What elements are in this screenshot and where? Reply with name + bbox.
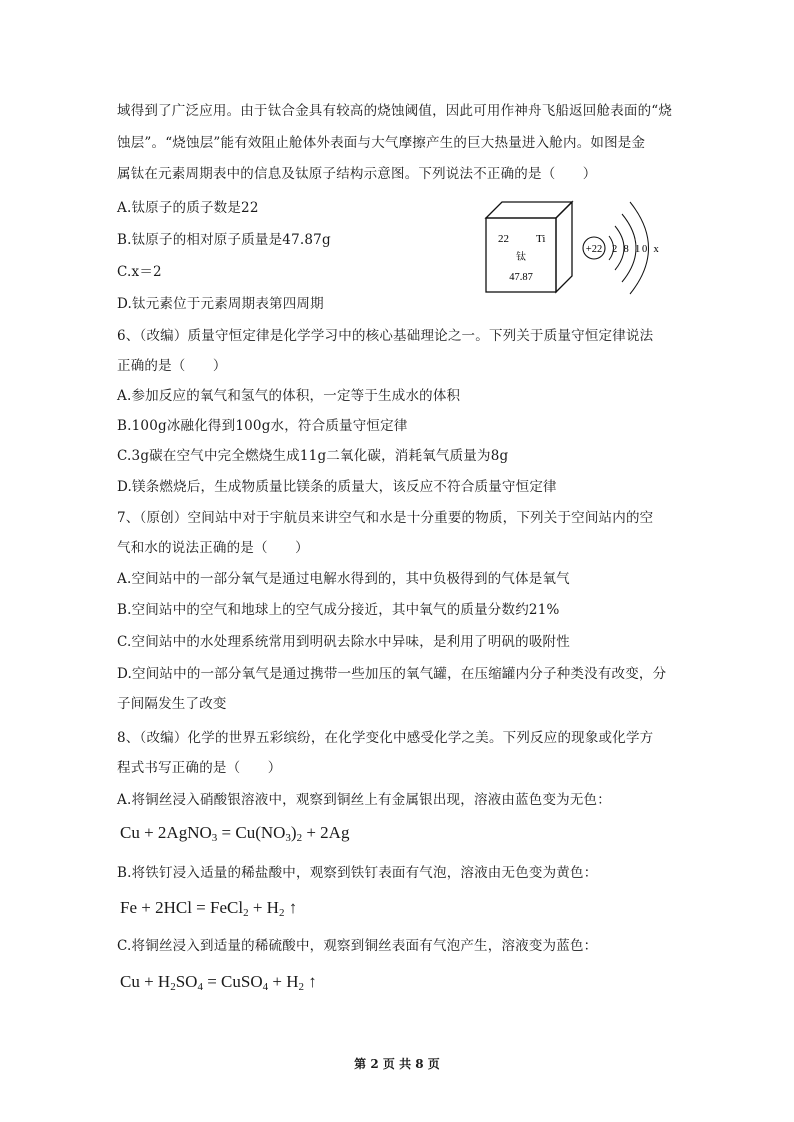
current-page-number: 2: [370, 1057, 379, 1071]
q7-option-c: C.空间站中的水处理系统常用到明矾去除水中异味，是利用了明矾的吸附性: [117, 634, 570, 650]
q7-option-d-line-1: D.空间站中的一部分氧气是通过携带一些加压的氧气罐，在压缩罐内分子种类没有改变，分: [117, 666, 667, 682]
atom-structure-diagram: [583, 202, 661, 294]
q5-option-d: D.钛元素位于元素周期表第四周期: [117, 296, 324, 312]
q5-option-a: A.钛原子的质子数是22: [117, 200, 259, 216]
q7-option-b: B.空间站中的空气和地球上的空气成分接近，其中氧气的质量分数约21%: [117, 602, 560, 618]
element-atomic-mass: 47.87: [509, 272, 533, 283]
nucleus-charge: +22: [585, 244, 603, 255]
q7-option-d-line-2: 子间隔发生了改变: [117, 696, 227, 712]
q5-stem-line-1: 域得到了广泛应用。由于钛合金具有较高的烧蚀阈值，因此可用作神舟飞船返回舱表面的“烧: [117, 103, 673, 119]
q5-stem-line-3: 属钛在元素周期表中的信息及钛原子结构示意图。下列说法不正确的是（ ）: [117, 166, 597, 182]
q6-option-c: C.3g碳在空气中完全燃烧生成11g二氧化碳，消耗氧气质量为8g: [117, 448, 509, 464]
q8-equation-c: $Cu + H_2SO_4$ = CuSO$_4$ + $H_2$ ↑: [120, 972, 317, 993]
q8-equation-a: Cu + 2AgNO$_3$ = $Cu(NO_3)_2 + 2Ag$: [120, 823, 350, 844]
q8-option-a: A.将铜丝浸入硝酸银溶液中，观察到铜丝上有金属银出现，溶液由蓝色变为无色：: [117, 792, 611, 808]
element-name: 钛: [516, 252, 526, 263]
q7-stem-line-1: 7、（原创）空间站中对于宇航员来讲空气和水是十分重要的物质，下列关于空间站内的空: [117, 510, 654, 526]
q6-stem-line-2: 正确的是（ ）: [117, 358, 227, 374]
titanium-figure: [470, 188, 670, 298]
element-cell: [486, 202, 572, 292]
q5-option-c: C.x＝2: [117, 264, 162, 280]
electron-counts: 2 8 10 x: [612, 244, 661, 255]
q8-option-b: B.将铁钉浸入适量的稀盐酸中，观察到铁钉表面有气泡，溶液由无色变为黄色：: [117, 865, 598, 881]
q6-option-b: B.100g冰融化得到100g水，符合质量守恒定律: [117, 418, 408, 434]
q8-equation-b: Fe + 2HCl = FeCl$_2$ + $H_2$ ↑: [120, 898, 298, 919]
q7-stem-line-2: 气和水的说法正确的是（ ）: [117, 540, 309, 556]
q5-option-b: B.钛原子的相对原子质量是47.87g: [117, 232, 331, 248]
q6-option-a: A.参加反应的氧气和氢气的体积，一定等于生成水的体积: [117, 388, 461, 404]
q6-option-d: D.镁条燃烧后，生成物质量比镁条的质量大，该反应不符合质量守恒定律: [117, 479, 557, 495]
q8-stem-line-1: 8、（改编）化学的世界五彩缤纷，在化学变化中感受化学之美。下列反应的现象或化学方: [117, 730, 654, 746]
element-atomic-number: 22: [498, 233, 509, 245]
element-symbol: Ti: [536, 233, 546, 245]
q7-option-a: A.空间站中的一部分氧气是通过电解水得到的，其中负极得到的气体是氧气: [117, 571, 570, 587]
total-page-count: 8: [415, 1057, 424, 1071]
q6-stem-line-1: 6、（改编）质量守恒定律是化学学习中的核心基础理论之一。下列关于质量守恒定律说法: [117, 328, 654, 344]
q8-option-c: C.将铜丝浸入到适量的稀硫酸中，观察到铜丝表面有气泡产生，溶液变为蓝色：: [117, 938, 598, 954]
q8-stem-line-2: 程式书写正确的是（ ）: [117, 760, 282, 776]
page-footer: 第 2 页 共 8 页: [354, 1057, 440, 1071]
q5-stem-line-2: 蚀层”。“烧蚀层”能有效阻止舱体外表面与大气摩擦产生的巨大热量进入舱内。如图是金: [117, 135, 646, 151]
